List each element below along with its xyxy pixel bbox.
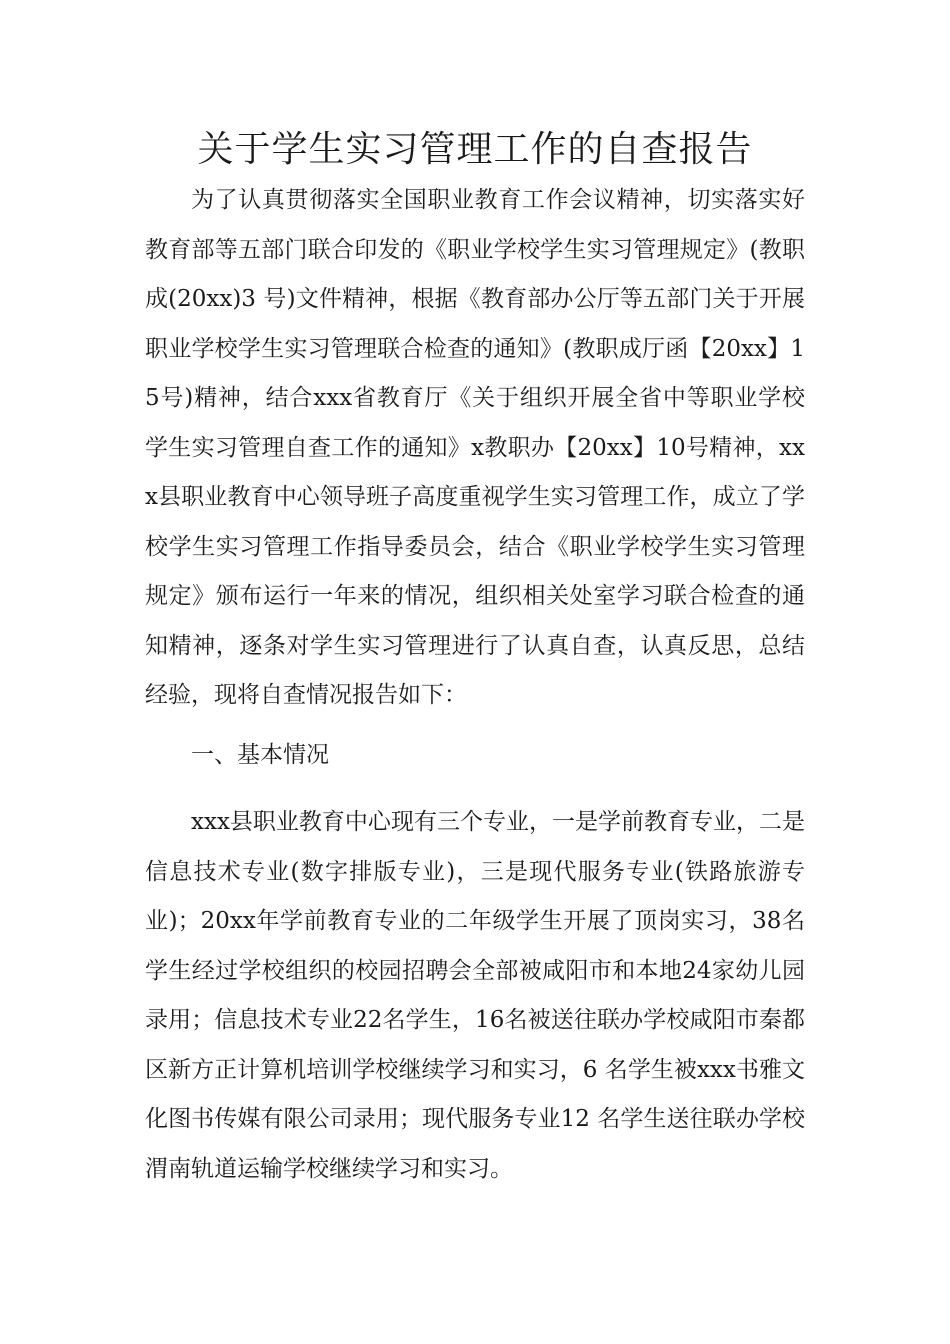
document-title: 关于学生实习管理工作的自查报告 — [197, 129, 753, 171]
intro-paragraph: 为了认真贯彻落实全国职业教育工作会议精神，切实落实好教育部等五部门联合印发的《职业学校学生实习管理规定》(教职成(20xx)3 号)文件精神，根据《教育部办公厅等五部门关于开展职业学校学生实习管理联合检查的通知》(教职成厅函【20xx】15号)精神，结合xxx省教育厅《关于组织开展全省中等职业学校学生实习管理自查工作的通知》x教职办【20xx】10号精神，xxx县职业教育中心领导班子高度重视学生实习管理工作，成立了学校学生实习管理工作指导委员会，结合《职业学校学生实习管理规定》颁布运行一年来的情况，组织相关处室学习联合检查的通知精神，逐条对学生实习管理进行了认真自查，认真反思，总结经验，现将自查情况报告如下： — [145, 187, 805, 708]
section-paragraph-basic-situation: xxx县职业教育中心现有三个专业，一是学前教育专业，二是信息技术专业(数字排版专业)，三是现代服务专业(铁路旅游专业)；20xx年学前教育专业的二年级学生开展了顶岗实习，38名学生经过学校组织的校园招聘会全部被咸阳市和本地24家幼儿园录用；信息技术专业22名学生，16名被送往联办学校咸阳市秦都区新方正计算机培训学校继续学习和实习，6 名学生被xxx书雅文化图书传媒有限公司录用；现代服务专业12 名学生送往联办学校渭南轨道运输学校继续学习和实习。 — [145, 809, 805, 1182]
section-heading-basic-situation: 一、基本情况 — [191, 742, 329, 768]
